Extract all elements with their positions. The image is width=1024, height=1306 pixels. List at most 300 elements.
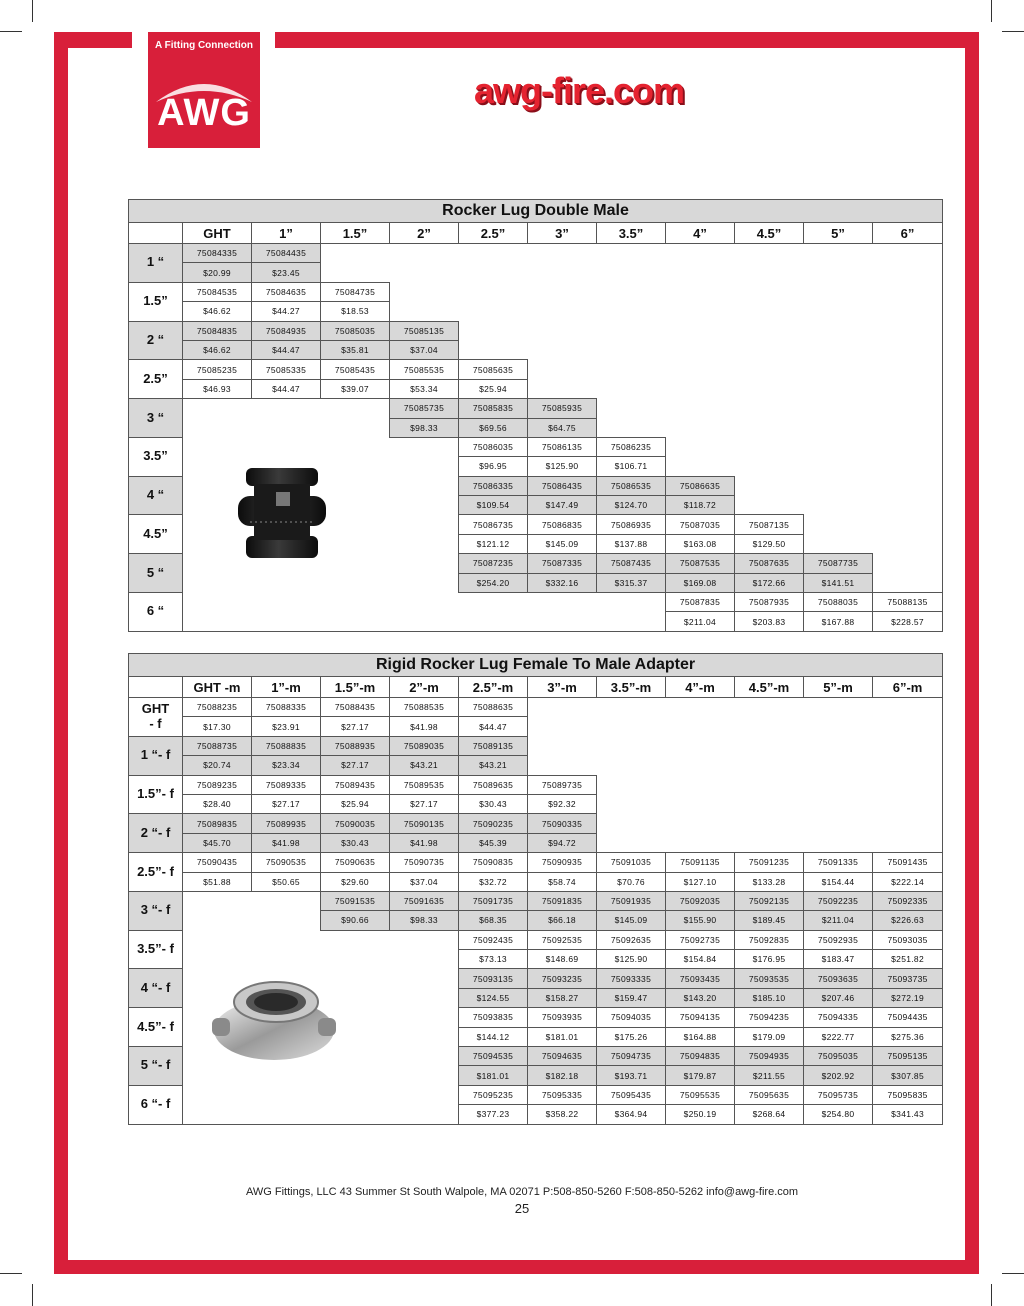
empty-cell (666, 814, 735, 833)
price-cell: $73.13 (459, 950, 528, 969)
row-header: 6 “ (129, 593, 183, 632)
price-cell: $109.54 (459, 496, 528, 515)
part-number-cell: 75091435 (873, 853, 943, 872)
empty-cell (597, 244, 666, 263)
empty-cell (321, 930, 390, 949)
price-cell: $181.01 (459, 1066, 528, 1085)
part-number-cell: 75086235 (597, 437, 666, 456)
price-cell: $69.56 (459, 418, 528, 437)
price-cell: $23.91 (252, 717, 321, 736)
price-cell: $25.94 (321, 794, 390, 813)
price-cell: $183.47 (804, 950, 873, 969)
table-row (129, 1066, 943, 1085)
empty-cell (735, 756, 804, 775)
empty-cell (666, 437, 735, 456)
part-number-cell: 75088235 (183, 698, 252, 717)
part-number-cell: 75085435 (321, 360, 390, 379)
price-cell: $377.23 (459, 1105, 528, 1124)
price-cell: $137.88 (597, 534, 666, 553)
logo-tagline: A Fitting Connection (155, 40, 253, 51)
row-header: 3 “- f (129, 891, 183, 930)
empty-cell (528, 756, 597, 775)
price-cell: $193.71 (597, 1066, 666, 1085)
crop-mark (991, 0, 992, 22)
empty-cell (873, 698, 943, 717)
column-header: 2.5”-m (459, 677, 528, 698)
price-cell: $90.66 (321, 911, 390, 930)
price-cell: $121.12 (459, 534, 528, 553)
empty-cell (252, 399, 321, 418)
empty-cell (390, 573, 459, 592)
website-title: awg-fire.com (474, 70, 685, 111)
row-header: 2.5”- f (129, 853, 183, 892)
part-number-cell: 75088935 (321, 736, 390, 755)
table-row (129, 321, 943, 340)
price-cell: $25.94 (459, 379, 528, 398)
part-number-cell: 75092435 (459, 930, 528, 949)
row-header: 1.5”- f (129, 775, 183, 814)
empty-cell (666, 302, 735, 321)
part-number-cell: 75095535 (666, 1085, 735, 1104)
part-number-cell: 75090435 (183, 853, 252, 872)
price-cell: $179.09 (735, 1027, 804, 1046)
part-number-cell: 75089535 (390, 775, 459, 794)
empty-cell (528, 717, 597, 736)
empty-cell (183, 612, 252, 631)
empty-cell (528, 340, 597, 359)
price-cell: $144.12 (459, 1027, 528, 1046)
price-cell: $207.46 (804, 988, 873, 1007)
price-cell: $158.27 (528, 988, 597, 1007)
empty-cell (873, 418, 943, 437)
column-header: 2”-m (390, 677, 459, 698)
price-cell: $37.04 (390, 340, 459, 359)
price-cell: $30.43 (321, 833, 390, 852)
part-number-cell: 75091335 (804, 853, 873, 872)
price-cell: $41.98 (390, 833, 459, 852)
part-number-cell: 75087135 (735, 515, 804, 534)
empty-cell (390, 969, 459, 988)
table-row (129, 872, 943, 891)
crop-mark (1002, 1273, 1024, 1274)
price-cell: $228.57 (873, 612, 943, 631)
empty-cell (321, 244, 390, 263)
empty-cell (873, 263, 943, 282)
empty-cell (597, 379, 666, 398)
price-cell: $96.95 (459, 457, 528, 476)
empty-cell (735, 302, 804, 321)
empty-cell (804, 515, 873, 534)
empty-cell (252, 593, 321, 612)
part-number-cell: 75090235 (459, 814, 528, 833)
part-number-cell: 75089135 (459, 736, 528, 755)
part-number-cell: 75092635 (597, 930, 666, 949)
price-cell: $211.04 (804, 911, 873, 930)
table-row (129, 950, 943, 969)
price-cell: $179.87 (666, 1066, 735, 1085)
empty-cell (597, 756, 666, 775)
empty-cell (390, 263, 459, 282)
price-cell: $226.63 (873, 911, 943, 930)
crop-mark (1002, 31, 1024, 32)
empty-cell (873, 302, 943, 321)
price-cell: $254.80 (804, 1105, 873, 1124)
price-cell: $129.50 (735, 534, 804, 553)
empty-cell (183, 573, 252, 592)
part-number-cell: 75086635 (666, 476, 735, 495)
price-cell: $20.74 (183, 756, 252, 775)
empty-cell (666, 833, 735, 852)
row-header: 2 “ (129, 321, 183, 360)
price-cell: $211.04 (666, 612, 735, 631)
empty-cell (252, 418, 321, 437)
part-number-cell: 75085335 (252, 360, 321, 379)
empty-cell (528, 244, 597, 263)
empty-cell (183, 930, 252, 949)
price-cell: $145.09 (597, 911, 666, 930)
empty-cell (873, 379, 943, 398)
price-cell: $41.98 (390, 717, 459, 736)
table-row (129, 418, 943, 437)
crop-mark (32, 0, 33, 22)
empty-cell (459, 340, 528, 359)
row-header: 1 “- f (129, 736, 183, 775)
price-cell: $50.65 (252, 872, 321, 891)
empty-cell (735, 244, 804, 263)
part-number-cell: 75091635 (390, 891, 459, 910)
price-cell: $251.82 (873, 950, 943, 969)
part-number-cell: 75092335 (873, 891, 943, 910)
empty-cell (321, 515, 390, 534)
empty-cell (321, 554, 390, 573)
empty-cell (321, 593, 390, 612)
corner-cell (129, 223, 183, 244)
price-cell: $159.47 (597, 988, 666, 1007)
empty-cell (666, 736, 735, 755)
empty-cell (390, 437, 459, 456)
empty-cell (183, 399, 252, 418)
empty-cell (873, 399, 943, 418)
empty-cell (390, 302, 459, 321)
empty-cell (873, 476, 943, 495)
part-number-cell: 75093335 (597, 969, 666, 988)
table-row (129, 756, 943, 775)
empty-cell (597, 717, 666, 736)
empty-cell (597, 360, 666, 379)
table-row (129, 593, 943, 612)
price-cell: $44.47 (459, 717, 528, 736)
table-row (129, 794, 943, 813)
part-number-cell: 75094035 (597, 1008, 666, 1027)
part-number-cell: 75093935 (528, 1008, 597, 1027)
column-header: 4.5”-m (735, 677, 804, 698)
part-number-cell: 75089435 (321, 775, 390, 794)
column-header: 3.5”-m (597, 677, 666, 698)
price-cell: $222.14 (873, 872, 943, 891)
part-number-cell: 75095135 (873, 1047, 943, 1066)
row-header: 5 “ (129, 554, 183, 593)
table-row (129, 302, 943, 321)
empty-cell (183, 1105, 252, 1124)
price-cell: $127.10 (666, 872, 735, 891)
empty-cell (873, 554, 943, 573)
part-number-cell: 75095035 (804, 1047, 873, 1066)
table-row (129, 399, 943, 418)
part-number-cell: 75092535 (528, 930, 597, 949)
table-row (129, 930, 943, 949)
empty-cell (666, 379, 735, 398)
row-header: 5 “- f (129, 1047, 183, 1086)
part-number-cell: 75090035 (321, 814, 390, 833)
empty-cell (873, 756, 943, 775)
empty-cell (873, 717, 943, 736)
part-number-cell: 75087635 (735, 554, 804, 573)
empty-cell (597, 833, 666, 852)
empty-cell (252, 437, 321, 456)
price-cell: $307.85 (873, 1066, 943, 1085)
part-number-cell: 75091235 (735, 853, 804, 872)
empty-cell (252, 1085, 321, 1104)
column-header: 5” (804, 223, 873, 244)
part-number-cell: 75090135 (390, 814, 459, 833)
empty-cell (459, 612, 528, 631)
price-cell: $64.75 (528, 418, 597, 437)
part-number-cell: 75092735 (666, 930, 735, 949)
empty-cell (321, 612, 390, 631)
part-number-cell: 75093735 (873, 969, 943, 988)
price-cell: $27.17 (321, 756, 390, 775)
empty-cell (873, 282, 943, 301)
price-cell: $43.21 (459, 756, 528, 775)
price-cell: $29.60 (321, 872, 390, 891)
empty-cell (321, 1105, 390, 1124)
empty-cell (735, 794, 804, 813)
part-number-cell: 75086035 (459, 437, 528, 456)
empty-cell (183, 1085, 252, 1104)
empty-cell (804, 457, 873, 476)
empty-cell (873, 515, 943, 534)
part-number-cell: 75092835 (735, 930, 804, 949)
price-cell: $51.88 (183, 872, 252, 891)
part-number-cell: 75087935 (735, 593, 804, 612)
price-cell: $364.94 (597, 1105, 666, 1124)
part-number-cell: 75085835 (459, 399, 528, 418)
table-title: Rigid Rocker Lug Female To Male Adapter (129, 654, 943, 677)
price-cell: $125.90 (597, 950, 666, 969)
empty-cell (804, 437, 873, 456)
empty-cell (390, 988, 459, 1007)
empty-cell (390, 244, 459, 263)
price-cell: $27.17 (252, 794, 321, 813)
empty-cell (252, 950, 321, 969)
price-cell: $46.93 (183, 379, 252, 398)
part-number-cell: 75088335 (252, 698, 321, 717)
part-number-cell: 75085035 (321, 321, 390, 340)
part-number-cell: 75089735 (528, 775, 597, 794)
empty-cell (735, 833, 804, 852)
part-number-cell: 75086135 (528, 437, 597, 456)
empty-cell (804, 717, 873, 736)
row-header: 3 “ (129, 399, 183, 438)
empty-cell (804, 340, 873, 359)
part-number-cell: 75085935 (528, 399, 597, 418)
part-number-cell: 75092135 (735, 891, 804, 910)
empty-cell (873, 340, 943, 359)
price-cell: $154.44 (804, 872, 873, 891)
empty-cell (597, 612, 666, 631)
empty-cell (390, 515, 459, 534)
price-cell: $148.69 (528, 950, 597, 969)
empty-cell (804, 775, 873, 794)
price-cell: $155.90 (666, 911, 735, 930)
female-to-male-adapter-photo (212, 974, 336, 1064)
part-number-cell: 75093435 (666, 969, 735, 988)
corner-cell (129, 677, 183, 698)
empty-cell (459, 593, 528, 612)
table-row (129, 379, 943, 398)
part-number-cell: 75089635 (459, 775, 528, 794)
price-cell: $163.08 (666, 534, 735, 553)
price-cell: $181.01 (528, 1027, 597, 1046)
empty-cell (804, 496, 873, 515)
empty-cell (321, 418, 390, 437)
price-cell: $35.81 (321, 340, 390, 359)
row-header: 3.5”- f (129, 930, 183, 969)
column-header: 3.5” (597, 223, 666, 244)
empty-cell (390, 1027, 459, 1046)
price-cell: $44.47 (252, 379, 321, 398)
part-number-cell: 75089235 (183, 775, 252, 794)
price-cell: $358.22 (528, 1105, 597, 1124)
empty-cell (804, 263, 873, 282)
empty-cell (735, 263, 804, 282)
part-number-cell: 75090535 (252, 853, 321, 872)
empty-cell (873, 736, 943, 755)
part-number-cell: 75092235 (804, 891, 873, 910)
part-number-cell: 75085635 (459, 360, 528, 379)
empty-cell (873, 794, 943, 813)
part-number-cell: 75087335 (528, 554, 597, 573)
empty-cell (183, 593, 252, 612)
table-row (129, 1105, 943, 1124)
table-row (129, 573, 943, 592)
empty-cell (597, 399, 666, 418)
empty-cell (735, 379, 804, 398)
part-number-cell: 75087735 (804, 554, 873, 573)
price-cell: $37.04 (390, 872, 459, 891)
part-number-cell: 75084835 (183, 321, 252, 340)
table-row (129, 853, 943, 872)
price-cell: $268.64 (735, 1105, 804, 1124)
table-row (129, 612, 943, 631)
part-number-cell: 75085235 (183, 360, 252, 379)
part-number-cell: 75088635 (459, 698, 528, 717)
part-number-cell: 75095735 (804, 1085, 873, 1104)
empty-cell (390, 593, 459, 612)
awg-logo (148, 32, 260, 148)
empty-cell (804, 244, 873, 263)
empty-cell (804, 418, 873, 437)
table-row (129, 736, 943, 755)
table-row (129, 244, 943, 263)
empty-cell (597, 814, 666, 833)
empty-cell (666, 282, 735, 301)
empty-cell (666, 717, 735, 736)
empty-cell (873, 833, 943, 852)
table-row (129, 1085, 943, 1104)
empty-cell (666, 698, 735, 717)
empty-cell (528, 302, 597, 321)
empty-cell (597, 302, 666, 321)
row-header: 2.5” (129, 360, 183, 399)
empty-cell (390, 534, 459, 553)
table-row (129, 340, 943, 359)
empty-cell (459, 282, 528, 301)
empty-cell (873, 534, 943, 553)
price-cell: $58.74 (528, 872, 597, 891)
empty-cell (321, 476, 390, 495)
empty-cell (804, 379, 873, 398)
part-number-cell: 75090635 (321, 853, 390, 872)
empty-cell (390, 554, 459, 573)
empty-cell (459, 244, 528, 263)
part-number-cell: 75084635 (252, 282, 321, 301)
price-cell: $315.37 (597, 573, 666, 592)
empty-cell (390, 457, 459, 476)
empty-cell (666, 775, 735, 794)
empty-cell (735, 775, 804, 794)
part-number-cell: 75089835 (183, 814, 252, 833)
empty-cell (321, 573, 390, 592)
part-number-cell: 75094235 (735, 1008, 804, 1027)
part-number-cell: 75084335 (183, 244, 252, 263)
part-number-cell: 75089035 (390, 736, 459, 755)
table-row (129, 775, 943, 794)
part-number-cell: 75086335 (459, 476, 528, 495)
empty-cell (804, 321, 873, 340)
price-cell: $43.21 (390, 756, 459, 775)
empty-cell (528, 612, 597, 631)
part-number-cell: 75088835 (252, 736, 321, 755)
part-number-cell: 75091935 (597, 891, 666, 910)
part-number-cell: 75091835 (528, 891, 597, 910)
empty-cell (252, 573, 321, 592)
part-number-cell: 75088735 (183, 736, 252, 755)
empty-cell (390, 612, 459, 631)
price-cell: $332.16 (528, 573, 597, 592)
empty-cell (873, 321, 943, 340)
empty-cell (183, 1066, 252, 1085)
price-cell: $39.07 (321, 379, 390, 398)
empty-cell (735, 717, 804, 736)
price-cell: $20.99 (183, 263, 252, 282)
column-header: 2.5” (459, 223, 528, 244)
empty-cell (183, 437, 252, 456)
part-number-cell: 75089935 (252, 814, 321, 833)
part-number-cell: 75093035 (873, 930, 943, 949)
part-number-cell: 75089335 (252, 775, 321, 794)
empty-cell (459, 302, 528, 321)
price-cell: $133.28 (735, 872, 804, 891)
empty-cell (804, 360, 873, 379)
price-cell: $106.71 (597, 457, 666, 476)
price-cell: $45.39 (459, 833, 528, 852)
empty-cell (390, 1008, 459, 1027)
part-number-cell: 75095435 (597, 1085, 666, 1104)
part-number-cell: 75094835 (666, 1047, 735, 1066)
empty-cell (735, 457, 804, 476)
empty-cell (735, 437, 804, 456)
